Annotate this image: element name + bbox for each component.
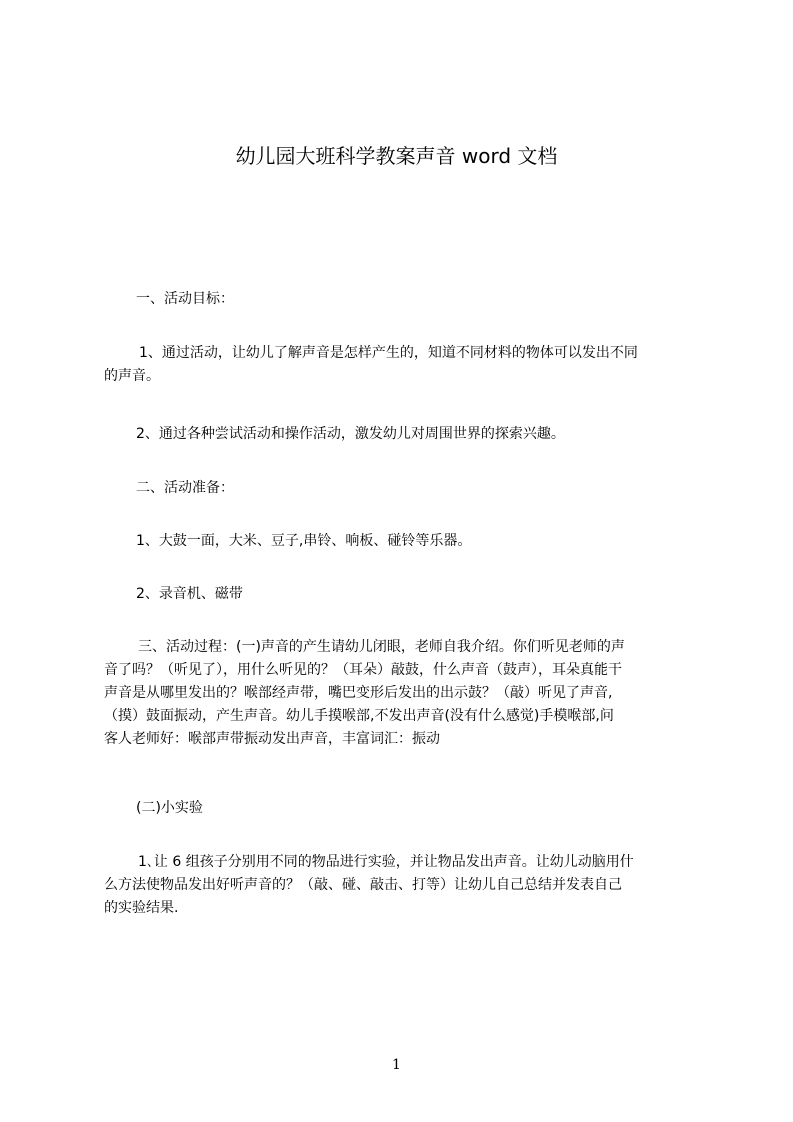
text-line: 2、通过各种尝试活动和操作活动，激发幼儿对周围世界的探索兴趣。: [136, 426, 565, 442]
goal-item-1: [104, 342, 696, 388]
preparation-item-1: [104, 530, 728, 553]
text-line: 二、活动准备：: [136, 480, 234, 496]
text-line: 三、活动过程：(一)声音的产生请幼儿闭眼，老师自我介绍。你们听见老师的声: [138, 639, 625, 655]
text-line: 2、录音机、磁带: [136, 586, 243, 602]
text-line: 的实验结果.: [104, 900, 179, 916]
text-line: （摸）鼓面振动，产生声音。幼儿手摸喉部,不发出声音(没有什么感觉)手模喉部,问: [104, 708, 614, 724]
document-title: 幼儿园大班科学教案声音 word 文档: [235, 144, 558, 168]
text-line: 一、活动目标：: [136, 291, 234, 307]
text-line: 音了吗？（听见了），用什么听见的？（耳朵）敲鼓，什么声音（鼓声），耳朵真能干: [104, 662, 622, 678]
page-number: 1: [392, 1057, 401, 1073]
experiment-item-1: [104, 851, 696, 920]
text-line: 1､让 6 组孩子分别用不同的物品进行实验，并让物品发出声音。让幼儿动脑用什: [138, 854, 634, 870]
section-process: [104, 636, 696, 751]
text-line: (二)小实验: [136, 800, 203, 816]
section-heading-experiment: [104, 797, 728, 820]
text-line: 么方法使物品发出好听声音的？（敲、碰、敲击、打等）让幼儿自己总结并发表自己: [104, 877, 622, 893]
text-line: 1、通过活动，让幼儿了解声音是怎样产生的，知道不同材料的物体可以发出不同: [139, 345, 638, 361]
text-line: 声音是从哪里发出的？喉部经声带，嘴巴变形后发出的出示鼓？（敲）听见了声音,: [104, 685, 613, 701]
text-line: 的声音。: [104, 368, 160, 384]
text-line: 1、大鼓一面，大米、豆子,串铃、响板、碰铃等乐器。: [136, 533, 472, 549]
section-heading-preparation: [104, 477, 728, 500]
preparation-item-2: [104, 583, 728, 606]
section-heading-goals: [104, 288, 728, 311]
goal-item-2: [104, 423, 728, 446]
text-line: 客人老师好：喉部声带振动发出声音，丰富词汇：振动: [104, 731, 440, 747]
